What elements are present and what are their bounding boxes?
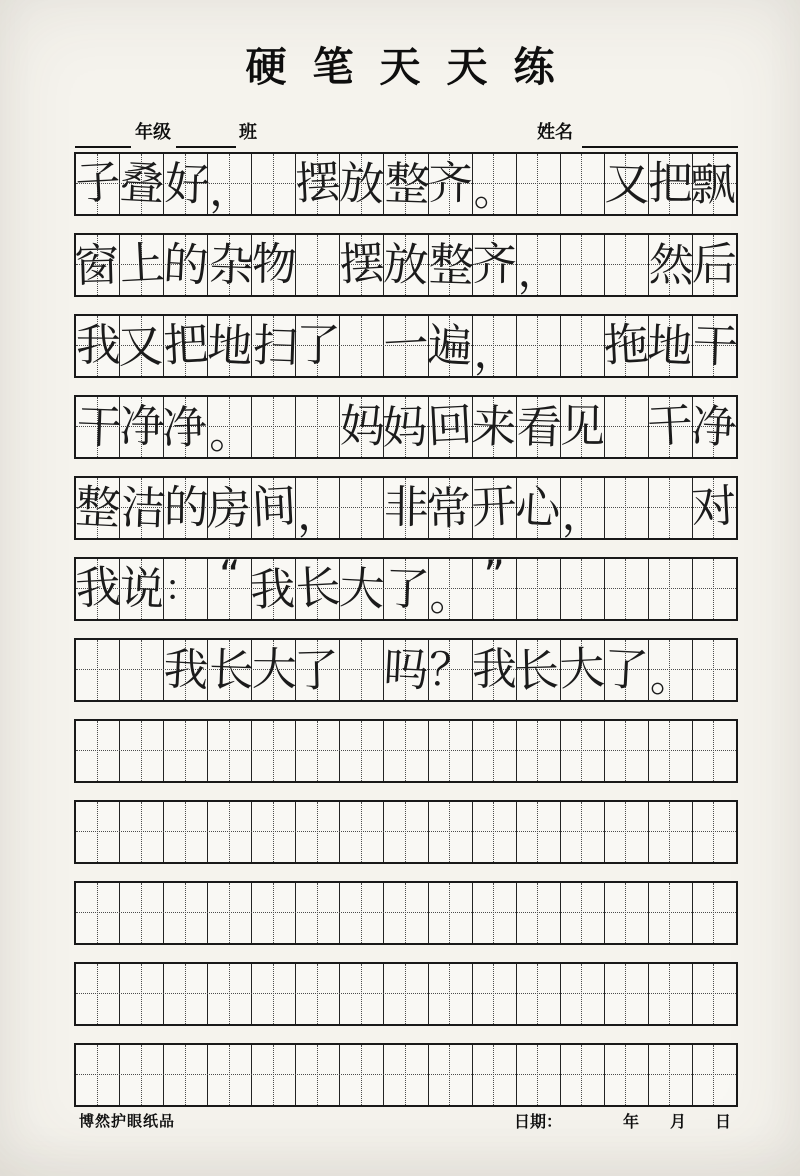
- grid-cell: [163, 154, 211, 214]
- grid-cell: [470, 478, 518, 538]
- handwritten-char: 遍: [426, 317, 474, 374]
- grid-cell: [473, 883, 517, 943]
- grade-blank-line: [75, 122, 131, 148]
- handwritten-char: 的: [161, 236, 210, 293]
- handwritten-char: 把: [161, 317, 210, 373]
- handwritten-char: 齐: [427, 156, 474, 210]
- handwritten-char: 叠: [117, 155, 166, 212]
- handwritten-char: 我: [75, 318, 121, 372]
- grid-cell: [117, 559, 166, 619]
- grid-cell: [605, 883, 649, 943]
- grid-cell: [205, 316, 254, 376]
- grid-cell: [120, 397, 164, 457]
- grid-cell: [561, 397, 605, 457]
- grid-cell: [117, 154, 166, 214]
- grid-cell: [120, 964, 164, 1024]
- handwritten-char: ，: [209, 166, 252, 215]
- grid-cell: [517, 397, 561, 457]
- handwritten-char: 地: [646, 317, 695, 374]
- grid-cell: [340, 964, 384, 1024]
- grid-cell: [252, 154, 296, 214]
- grid-row: [74, 233, 738, 297]
- handwritten-char: 洁: [119, 480, 167, 536]
- grid-cell: [73, 559, 122, 619]
- grid-cell: [296, 316, 340, 376]
- grid-cell: [693, 1045, 736, 1105]
- grid-cell: [207, 640, 255, 700]
- grid-cell: [252, 721, 296, 781]
- grid-cell: [72, 235, 120, 295]
- handwritten-char: 了: [295, 318, 342, 372]
- grid-cell: [208, 397, 252, 457]
- grid-cell: [605, 721, 649, 781]
- handwritten-char: 放: [382, 236, 430, 293]
- grid-cell: [164, 883, 208, 943]
- grid-cell: [473, 721, 517, 781]
- grid-cell: [293, 559, 342, 619]
- grid-row: [74, 1043, 738, 1107]
- grid-cell: [340, 721, 384, 781]
- handwritten-char: 大: [251, 642, 297, 696]
- grid-cell: [252, 397, 296, 457]
- handwritten-char: ，: [297, 490, 340, 539]
- grid-cell: [517, 559, 561, 619]
- grid-cell: [693, 559, 736, 619]
- grid-cell: [340, 235, 384, 295]
- grid-cell: [561, 883, 605, 943]
- grid-cell: [561, 235, 605, 295]
- grid-cell: [384, 802, 428, 862]
- handwritten-char: 然: [648, 237, 696, 293]
- grid-cell: [561, 1045, 605, 1105]
- grid-cell: [561, 478, 605, 538]
- grid-cell: [384, 964, 428, 1024]
- grid-cell: [429, 235, 473, 295]
- grid-cell: [293, 640, 340, 700]
- grid-cell: [76, 883, 120, 943]
- grid-cell: [649, 802, 693, 862]
- handwritten-char: 心: [514, 479, 563, 536]
- grid-cell: [208, 551, 252, 619]
- grid-cell: [117, 316, 164, 376]
- grid-cell: [517, 235, 561, 295]
- grid-cell: [605, 235, 649, 295]
- grid-cell: [340, 478, 384, 538]
- grid-cell: [208, 721, 252, 781]
- grid-cell: [558, 640, 607, 700]
- grid-cell: [646, 316, 695, 376]
- grid-cell: [252, 964, 296, 1024]
- grid-cell: [340, 316, 384, 376]
- handwritten-char: 。: [429, 571, 472, 620]
- grid-cell: [208, 154, 252, 214]
- grid-cell: [649, 1045, 693, 1105]
- grid-cell: [693, 964, 736, 1024]
- grid-cell: [340, 883, 384, 943]
- grid-cell: [73, 154, 122, 214]
- grid-cell: [514, 478, 563, 538]
- grid-cell: [693, 883, 736, 943]
- grid-row: [74, 152, 738, 216]
- grid-cell: [649, 883, 693, 943]
- grid-cell: [205, 478, 252, 538]
- grid-cell: [689, 154, 737, 214]
- handwritten-char: 把: [648, 156, 694, 210]
- grid-cell: [296, 397, 340, 457]
- handwritten-char: 大: [558, 641, 607, 697]
- handwritten-char: 间: [249, 479, 298, 535]
- grid-cell: [384, 478, 428, 538]
- grid-cell: [381, 397, 428, 457]
- handwritten-char: 房: [205, 481, 252, 536]
- name-label: 姓名: [537, 122, 573, 143]
- handwritten-char: “: [218, 551, 241, 600]
- grid-cell: [251, 316, 299, 376]
- grid-cell: [73, 478, 122, 538]
- grid-cell: [296, 883, 340, 943]
- grid-cell: [473, 802, 517, 862]
- grid-cell: [164, 802, 208, 862]
- grid-cell: [429, 802, 473, 862]
- handwritten-char: 妈: [339, 399, 386, 453]
- grid-cell: [76, 1045, 120, 1105]
- grid-cell: [384, 721, 428, 781]
- handwritten-char: 后: [692, 237, 738, 291]
- grid-cell: [602, 640, 651, 700]
- grid-row: [74, 719, 738, 783]
- grid-cell: [207, 235, 255, 295]
- handwritten-char: 长: [513, 643, 560, 698]
- grid-cell: [517, 154, 561, 214]
- grid-cell: [649, 964, 693, 1024]
- grid-cell: [561, 721, 605, 781]
- grid-cell: [429, 154, 473, 214]
- handwritten-char: 净: [161, 400, 208, 455]
- date-label: 日期：: [514, 1112, 563, 1131]
- handwritten-char: 了: [383, 561, 431, 617]
- handwritten-char: 摆: [338, 236, 386, 292]
- handwritten-char: 常: [425, 481, 472, 536]
- grid-cell: [296, 478, 340, 538]
- day-label: 日: [715, 1112, 732, 1131]
- handwritten-char: 整: [427, 237, 475, 293]
- grid-cell: [252, 1045, 296, 1105]
- grid-cell: [604, 154, 652, 214]
- writing-grid: [74, 152, 738, 1124]
- handwritten-char: 一: [382, 317, 430, 373]
- grid-cell: [690, 478, 739, 538]
- handwritten-char: 好: [163, 156, 211, 212]
- grid-cell: [252, 235, 296, 295]
- handwritten-char: ”: [483, 551, 505, 600]
- grid-cell: [340, 802, 384, 862]
- handwritten-char: 我: [73, 560, 122, 616]
- grid-cell: [693, 640, 736, 700]
- page-title: 硬笔天天练: [245, 43, 581, 91]
- handwritten-char: ？: [427, 642, 475, 698]
- handwritten-char: 长: [293, 560, 342, 616]
- grid-cell: [517, 802, 561, 862]
- grid-cell: [425, 478, 473, 538]
- grid-cell: [384, 1045, 428, 1105]
- handwritten-char: 干: [646, 398, 695, 454]
- grade-label: 年级: [135, 122, 171, 143]
- grid-cell: [161, 397, 208, 457]
- grid-cell: [340, 1045, 384, 1105]
- handwritten-char: 子: [73, 155, 122, 211]
- grid-cell: [517, 964, 561, 1024]
- grid-cell: [470, 397, 518, 457]
- grid-cell: [646, 397, 695, 457]
- handwritten-char: 净: [690, 398, 739, 455]
- grid-cell: [649, 640, 693, 700]
- grid-cell: [293, 154, 342, 214]
- grid-cell: [120, 640, 164, 700]
- class-blank-line: [176, 122, 236, 148]
- month-label: 月: [670, 1112, 687, 1131]
- grid-cell: [426, 397, 474, 457]
- handwritten-char: 窗: [72, 238, 120, 293]
- handwritten-char: 妈: [381, 400, 428, 455]
- grid-cell: [208, 1045, 252, 1105]
- grid-cell: [605, 397, 649, 457]
- grid-cell: [340, 559, 384, 619]
- grid-row: [74, 800, 738, 864]
- grid-cell: [429, 640, 473, 700]
- grid-cell: [473, 964, 517, 1024]
- handwritten-char: 地: [205, 317, 254, 374]
- handwritten-char: ：: [164, 568, 201, 609]
- handwritten-char: ，: [517, 247, 560, 296]
- handwritten-char: ，: [561, 490, 604, 539]
- grid-cell: [473, 316, 517, 376]
- grid-cell: [561, 802, 605, 862]
- grid-cell: [164, 964, 208, 1024]
- grid-row: [74, 962, 738, 1026]
- grid-cell: [648, 235, 696, 295]
- student-info-line: [75, 119, 739, 150]
- handwritten-char: 飘: [689, 157, 737, 212]
- grid-cell: [208, 802, 252, 862]
- grid-cell: [76, 316, 120, 376]
- grid-row: [74, 314, 738, 378]
- handwritten-char: 整: [73, 479, 122, 536]
- grid-cell: [561, 559, 605, 619]
- handwritten-char: 放: [338, 155, 386, 212]
- handwritten-char: 。: [209, 409, 252, 458]
- handwritten-char: 干: [75, 399, 123, 455]
- year-label: 年: [623, 1112, 640, 1131]
- grid-cell: [649, 154, 693, 214]
- handwritten-char: 的: [163, 480, 209, 534]
- grid-cell: [75, 397, 123, 457]
- grid-cell: [120, 883, 164, 943]
- handwritten-char: 非: [383, 480, 430, 534]
- handwritten-char: 上: [117, 236, 166, 292]
- grid-cell: [249, 559, 296, 619]
- grid-cell: [605, 478, 649, 538]
- handwritten-char: 见: [559, 399, 606, 453]
- grid-cell: [605, 802, 649, 862]
- handwritten-char: 扫: [251, 318, 299, 374]
- grid-cell: [252, 802, 296, 862]
- handwritten-char: 整: [383, 156, 431, 212]
- grid-cell: [473, 154, 517, 214]
- grid-cell: [208, 883, 252, 943]
- handwritten-char: 吗: [382, 641, 430, 698]
- handwritten-char: 来: [470, 398, 518, 455]
- grid-cell: [561, 964, 605, 1024]
- handwritten-char: 净: [119, 399, 165, 453]
- grid-cell: [429, 964, 473, 1024]
- handwritten-char: 了: [293, 643, 340, 698]
- grid-row: [74, 638, 738, 702]
- grid-cell: [76, 640, 120, 700]
- handwritten-char: 回: [426, 398, 474, 454]
- handwritten-char: 看: [516, 399, 563, 455]
- grid-cell: [340, 154, 384, 214]
- handwritten-char: 杂: [207, 237, 255, 293]
- grid-cell: [605, 964, 649, 1024]
- grid-cell: [473, 551, 517, 619]
- grid-cell: [120, 1045, 164, 1105]
- handwritten-char: 说: [117, 560, 166, 617]
- grid-cell: [164, 478, 208, 538]
- grid-cell: [252, 640, 296, 700]
- grid-cell: [340, 397, 384, 457]
- grid-cell: [296, 1045, 340, 1105]
- grid-cell: [76, 721, 120, 781]
- handwritten-char: 齐: [471, 237, 518, 291]
- grid-cell: [384, 883, 428, 943]
- grid-cell: [429, 883, 473, 943]
- grid-cell: [517, 883, 561, 943]
- grid-cell: [117, 235, 166, 295]
- grid-cell: [384, 640, 428, 700]
- grid-cell: [161, 640, 210, 700]
- grid-cell: [76, 802, 120, 862]
- grid-cell: [561, 316, 605, 376]
- grid-cell: [296, 964, 340, 1024]
- grid-cell: [76, 964, 120, 1024]
- grid-cell: [164, 559, 208, 619]
- grid-cell: [426, 316, 474, 376]
- handwritten-char: 我: [161, 641, 210, 698]
- grid-cell: [690, 397, 739, 457]
- grid-cell: [649, 721, 693, 781]
- class-label: 班: [239, 122, 257, 143]
- grid-cell: [249, 478, 298, 538]
- grid-row: [74, 881, 738, 945]
- handwritten-char: 物: [251, 237, 297, 291]
- grid-cell: [119, 478, 167, 538]
- grid-cell: [208, 964, 252, 1024]
- grid-cell: [161, 235, 210, 295]
- grid-cell: [473, 640, 517, 700]
- grid-cell: [120, 721, 164, 781]
- grid-row: [74, 476, 738, 540]
- grid-cell: [605, 1045, 649, 1105]
- grid-cell: [383, 154, 431, 214]
- grid-cell: [517, 721, 561, 781]
- handwritten-char: 。: [649, 652, 692, 701]
- grid-cell: [120, 802, 164, 862]
- grid-cell: [164, 1045, 208, 1105]
- grid-row: [74, 395, 738, 459]
- handwritten-char: 对: [690, 479, 739, 535]
- grid-cell: [473, 235, 517, 295]
- brand-label: 博然护眼纸品: [79, 1112, 176, 1130]
- grid-cell: [693, 721, 736, 781]
- grid-cell: [296, 721, 340, 781]
- grid-cell: [340, 640, 384, 700]
- grid-cell: [383, 559, 431, 619]
- grid-cell: [384, 235, 428, 295]
- grid-cell: [161, 316, 210, 376]
- handwritten-char: 长: [207, 642, 255, 698]
- handwritten-char: 又: [117, 319, 164, 374]
- name-blank-line: [582, 122, 738, 148]
- handwritten-char: 干: [692, 318, 740, 374]
- handwritten-char: 。: [473, 166, 516, 215]
- grid-cell: [517, 1045, 561, 1105]
- grid-cell: [296, 802, 340, 862]
- handwritten-char: 拖: [602, 317, 651, 373]
- grid-cell: [649, 478, 693, 538]
- grid-cell: [252, 883, 296, 943]
- grid-cell: [429, 559, 473, 619]
- grid-cell: [513, 640, 561, 700]
- grid-row: [73, 551, 738, 621]
- handwritten-char: 我: [471, 642, 518, 696]
- grid-cell: [473, 1045, 517, 1105]
- handwritten-char: 又: [604, 156, 652, 212]
- grid-cell: [429, 1045, 473, 1105]
- grid-cell: [605, 559, 649, 619]
- grid-cell: [429, 721, 473, 781]
- handwritten-char: 我: [249, 562, 296, 617]
- handwritten-char: ，: [473, 328, 516, 377]
- grid-cell: [296, 235, 340, 295]
- grid-cell: [561, 154, 605, 214]
- grid-cell: [517, 316, 561, 376]
- grid-cell: [602, 316, 651, 376]
- grid-cell: [693, 802, 736, 862]
- handwritten-char: 摆: [293, 155, 342, 211]
- handwritten-char: 开: [470, 479, 518, 535]
- handwritten-char: 了: [602, 641, 651, 698]
- grid-cell: [692, 316, 740, 376]
- handwritten-char: 大: [338, 560, 386, 617]
- grid-cell: [384, 316, 428, 376]
- grid-cell: [693, 235, 736, 295]
- grid-cell: [164, 721, 208, 781]
- grid-cell: [649, 559, 693, 619]
